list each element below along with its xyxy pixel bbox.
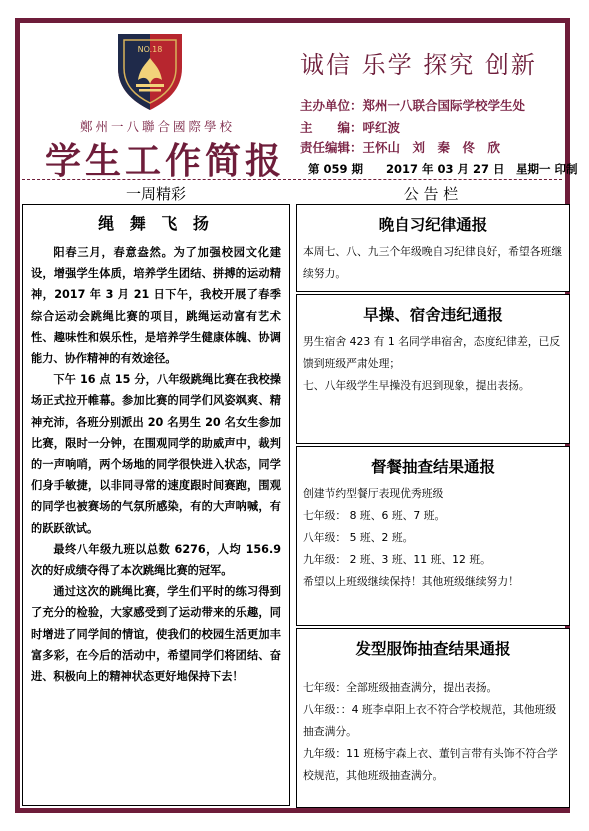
school-logo	[110, 28, 190, 112]
notice-dress-check	[296, 628, 570, 808]
notice-line: 九年级： 2 班、3 班、11 班、12 班。	[303, 553, 491, 566]
notice-line: 七年级：全部班级抽查满分，提出表扬。	[303, 681, 498, 694]
feature-article	[22, 204, 290, 806]
notice-morning-dorm	[296, 294, 570, 444]
school-motto: 诚信 乐学 探究 创新	[300, 51, 537, 79]
notice-line: 九年级：11 班杨宇森上衣、董钊言带有头饰不符合学校规范，其他班级抽查满分。	[303, 747, 558, 782]
article-paragraph: 最终八年级九班以总数 6276，人均 156.9 次的好成绩夺得了本次跳绳比赛的冠军。	[31, 542, 281, 578]
article-paragraph: 通过这次的跳绳比赛，学生们平时的练习得到了充分的检验，大家感受到了运动带来的乐趣，同时增进了同学间的情谊，使我们的校园生活更加丰富多彩，在今后的活动中，希望同学们将团结、奋进、积极向上的精神状态更好地保持下去！	[31, 585, 281, 684]
notice-line: 创建节约型餐厅表现优秀班级	[303, 487, 444, 500]
left-section-heading: 一周精彩	[125, 185, 186, 203]
host-unit: 主办单位：郑州一八联合国际学校学生处	[300, 98, 526, 113]
chief-editor: 主 编：呼红波	[300, 120, 401, 135]
svg-text:NO.18: NO.18	[137, 45, 163, 54]
notice-line: 七、八年级学生早操没有迟到现象，提出表扬。	[303, 379, 530, 392]
responsible-editors: 责任编辑：王怀山 刘 秦 佟 欣	[300, 140, 501, 155]
notice-evening-study	[296, 204, 570, 292]
notice-title: 发型服饰抽查结果通报	[355, 640, 511, 658]
notice-dining-check	[296, 446, 570, 626]
article-title: 绳 舞 飞 扬	[98, 214, 214, 233]
school-name: 鄭州一八聯合國際學校	[80, 119, 236, 134]
right-section-heading: 公 告 栏	[403, 185, 459, 203]
notice-title: 督餐抽查结果通报	[370, 458, 495, 476]
notice-line: 本周七、八、九三个年级晚自习纪律良好，希望各班继续努力。	[303, 245, 563, 280]
notice-line: 八年级：：4 班李卓阳上衣不符合学校规范，其他班级抽查满分。	[303, 703, 557, 738]
article-paragraph: 下午 16 点 15 分，八年级跳绳比赛在我校操场正式拉开帷幕。参加比赛的同学们风姿飒爽、精神充沛，各班分别派出 20 名男生 20 名女生参加比赛，限时一分钟，在围观同学的助威声中，裁判的一声响哨，两个场地的同学很快进入状态，同学们身手敏捷，以非同寻常的速度跟时间赛跑，围观的同学也被赛场的气氛所感染，有的大声呐喊，有的跃跃欲试。	[31, 373, 281, 535]
issue-info: 第 059 期 2017 年 03 月 27 日 星期一 印制	[308, 162, 578, 176]
notice-line: 七年级： 8 班、6 班、7 班。	[303, 509, 446, 522]
article-paragraph: 阳春三月，春意盎然。为了加强校园文化建设，增强学生体质，培养学生团结、拼搏的运动精神，2017 年 3 月 21 日下午，我校开展了春季综合运动会跳绳比赛的项目，跳绳运动富有艺术性、趣味性和娱乐性，是培养学生健康体魄、协调能力、协作精神的有效途径。	[31, 246, 281, 366]
notice-line: 希望以上班级继续保持！其他班级继续努力！	[303, 575, 519, 588]
notice-title: 早操、宿舍违纪通报	[363, 306, 503, 324]
notice-title: 晚自习纪律通报	[378, 216, 488, 234]
notice-line: 八年级： 5 班、2 班。	[303, 531, 414, 544]
paper-title: 学生工作简报	[45, 141, 286, 182]
notice-line: 男生宿舍 423 有 1 名同学串宿舍，态度纪律差，已反馈到班级严肃处理；	[303, 335, 561, 370]
header-divider	[22, 179, 562, 180]
